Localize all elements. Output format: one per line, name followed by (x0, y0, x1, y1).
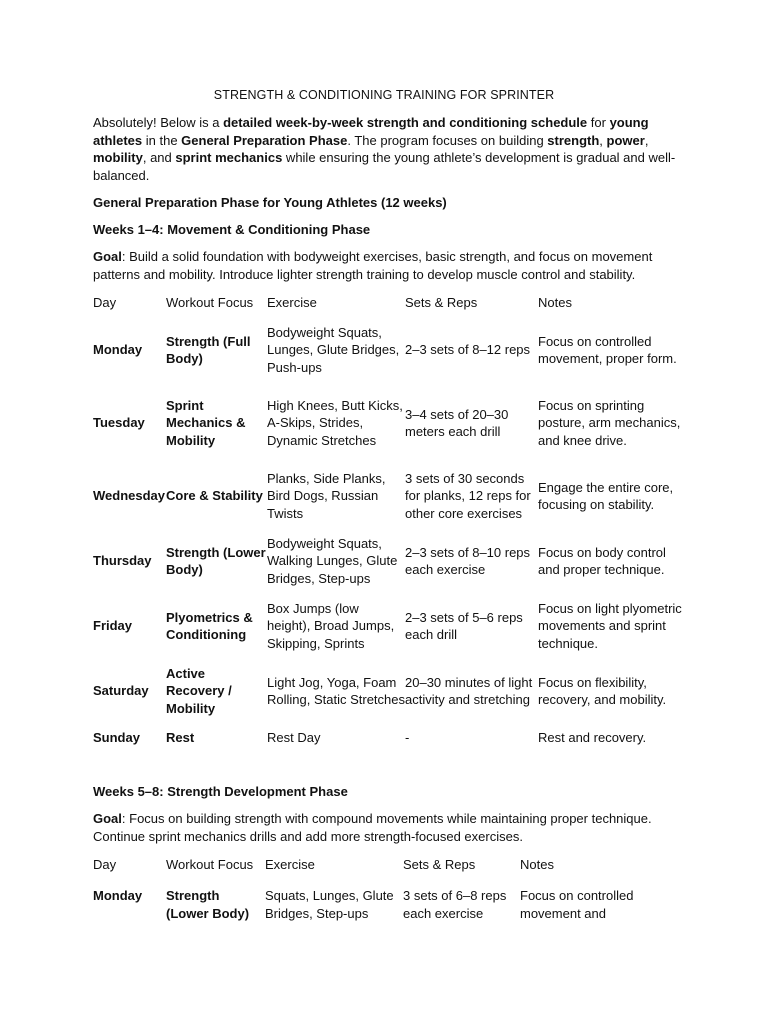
cell-notes: Focus on light plyometric movements and sprint technique. (538, 600, 682, 651)
intro-text-run: . The program focuses on building (347, 132, 548, 148)
cell-day: Sunday (93, 730, 140, 746)
cell-day: Wednesday (93, 488, 166, 504)
cell-sets-reps: 3 sets of 6–8 reps each exercise (403, 888, 507, 921)
table-row (93, 722, 683, 754)
cell-sets-reps: - (405, 730, 410, 746)
table-row (93, 530, 683, 592)
cell-exercise: Rest Day (267, 730, 321, 746)
column-header-sets-reps: Sets & Reps (405, 295, 478, 311)
cell-workout-focus: Strength (Full Body) (166, 333, 251, 366)
cell-exercise: Planks, Side Planks, Bird Dogs, Russian Twists (267, 470, 386, 521)
cell-workout-focus: Strength (Lower Body) (166, 888, 250, 921)
intro-text-run: strength (547, 132, 600, 148)
cell-notes: Focus on body control and proper technique. (538, 544, 666, 577)
column-header-workout-focus: Workout Focus (166, 857, 254, 873)
intro-text-run: in the (142, 132, 182, 148)
cell-sets-reps: 2–3 sets of 8–12 reps (405, 342, 531, 358)
cell-workout-focus: Strength (Lower Body) (166, 544, 266, 577)
cell-exercise: High Knees, Butt Kicks, A-Skips, Strides, Dynamic Stretches (267, 397, 403, 448)
cell-sets-reps: 20–30 minutes of light activity and stretching (405, 674, 533, 707)
cell-notes: Focus on controlled movement and (520, 888, 634, 921)
column-header-notes: Notes (538, 295, 572, 311)
cell-workout-focus: Rest (166, 730, 195, 746)
intro-text-run: for (587, 115, 610, 130)
cell-notes: Rest and recovery. (538, 730, 647, 746)
column-header-day: Day (93, 857, 117, 873)
table-header-row (93, 852, 683, 878)
cell-sets-reps: 3 sets of 30 seconds for planks, 12 reps for other core exercises (405, 470, 531, 521)
cell-sets-reps: 2–3 sets of 8–10 reps each exercise (405, 544, 531, 577)
intro-text-run: , and (142, 150, 176, 165)
cell-sets-reps: 2–3 sets of 5–6 reps each drill (405, 609, 523, 642)
intro-text-run: young athletes (93, 115, 649, 148)
weeks-1-4-heading: Weeks 1–4: Movement & Conditioning Phase (93, 222, 371, 237)
table-row (93, 660, 683, 722)
intro-text-run: Absolutely! Below is a (93, 115, 224, 130)
table-row (93, 316, 683, 384)
column-header-exercise: Exercise (267, 295, 317, 311)
cell-workout-focus: Plyometrics & Conditioning (166, 609, 253, 642)
cell-day: Tuesday (93, 415, 145, 431)
weeks-5-8-schedule-table (93, 852, 683, 939)
intro-text-run: sprint mechanics (175, 150, 283, 165)
table-row (93, 878, 683, 939)
cell-exercise: Light Jog, Yoga, Foam Rolling, Static Stretches (267, 674, 406, 707)
intro-text-run: mobility (93, 150, 143, 165)
cell-notes: Focus on flexibility, recovery, and mobility. (538, 674, 667, 707)
cell-day: Monday (93, 342, 143, 358)
column-header-workout-focus: Workout Focus (166, 295, 254, 311)
cell-day: Friday (93, 618, 133, 634)
weeks-1-4-schedule-table (93, 290, 683, 754)
cell-notes: Focus on controlled movement, proper form. (538, 333, 677, 366)
cell-workout-focus: Sprint Mechanics & Mobility (166, 397, 246, 448)
cell-exercise: Bodyweight Squats, Walking Lunges, Glute Bridges, Step-ups (267, 535, 398, 586)
weeks-1-4-goal (93, 248, 678, 283)
cell-workout-focus: Active Recovery / Mobility (166, 665, 232, 716)
cell-exercise: Box Jumps (low height), Broad Jumps, Skipping, Sprints (267, 600, 395, 651)
goal-label: Goal (93, 811, 122, 826)
intro-text-run: detailed week-by-week strength and conditioning schedule (223, 115, 588, 130)
cell-workout-focus: Core & Stability (166, 488, 263, 504)
goal-label: Goal (93, 249, 122, 264)
goal-text: : Build a solid foundation with bodyweight exercises, basic strength, and focus on movement patterns and mobility. Introduce lighter strength training to develop muscle control and stability. (93, 249, 653, 282)
intro-text-run: , (599, 132, 607, 148)
column-header-day: Day (93, 295, 117, 311)
intro-paragraph (93, 114, 678, 184)
cell-exercise: Squats, Lunges, Glute Bridges, Step-ups (265, 888, 394, 921)
cell-day: Monday (93, 888, 143, 903)
goal-text: : Focus on building strength with compound movements while maintaining proper technique. Continue sprint mechanics drills and add more strength-focused exercises. (93, 811, 652, 844)
cell-day: Saturday (93, 683, 149, 699)
cell-day: Thursday (93, 553, 152, 569)
cell-notes: Engage the entire core, focusing on stability. (538, 479, 674, 512)
column-header-notes: Notes (520, 857, 554, 873)
cell-sets-reps: 3–4 sets of 20–30 meters each drill (405, 406, 509, 439)
table-row (93, 592, 683, 660)
intro-text-run: power (606, 132, 645, 148)
intro-text-run: General Preparation Phase (181, 132, 348, 148)
cell-exercise: Bodyweight Squats, Lunges, Glute Bridges, Push-ups (267, 324, 400, 375)
table-row (93, 384, 683, 462)
column-header-sets-reps: Sets & Reps (403, 857, 476, 873)
table-header-row (93, 290, 683, 316)
weeks-5-8-goal (93, 810, 678, 845)
intro-text-run: , (644, 132, 649, 148)
weeks-5-8-heading: Weeks 5–8: Strength Development Phase (93, 784, 348, 799)
phase-heading: General Preparation Phase for Young Athletes (12 weeks) (93, 195, 447, 210)
cell-notes: Focus on sprinting posture, arm mechanics, and knee drive. (538, 397, 681, 448)
document-title: STRENGTH & CONDITIONING TRAINING FOR SPRINTER (213, 88, 555, 102)
column-header-exercise: Exercise (265, 857, 315, 873)
table-row (93, 462, 683, 530)
intro-text-run: while ensuring the young athlete’s development is gradual and well-balanced. (93, 150, 676, 183)
